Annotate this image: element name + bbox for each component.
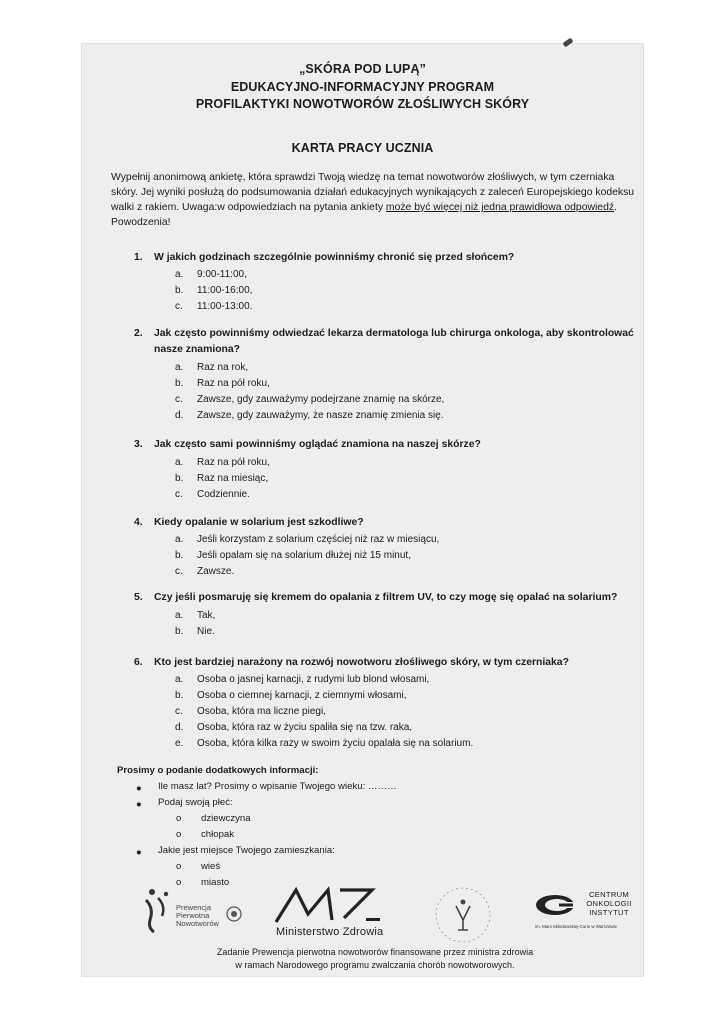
extra-heading: Prosimy o podanie dodatkowych informacji:	[117, 765, 319, 776]
option-text: Osoba, która kilka razy w swoim życiu opalała się na solarium.	[197, 738, 474, 749]
program-name: „SKÓRA POD LUPĄ”	[299, 62, 426, 76]
answer-option-a[interactable]	[175, 267, 247, 282]
footer-line-2: w ramach Narodowego programu zwalczania chorób nowotworowych.	[235, 960, 515, 970]
option-text: Raz na miesiąc,	[197, 473, 269, 484]
answer-option-c[interactable]	[175, 564, 234, 579]
option-letter: b.	[175, 550, 184, 561]
option-letter: a.	[175, 534, 184, 545]
radio-circle-icon[interactable]: o	[176, 877, 182, 888]
question-2	[134, 326, 634, 341]
question-6	[134, 655, 569, 670]
option-letter: c.	[175, 489, 183, 500]
question-number: 5.	[134, 592, 143, 603]
option-text: Raz na rok,	[197, 362, 249, 373]
radio-circle-icon[interactable]: o	[176, 829, 182, 840]
option-letter: a.	[175, 610, 184, 621]
answer-option-b[interactable]	[175, 471, 268, 486]
answer-option-a[interactable]	[175, 672, 429, 687]
option-text: Raz na pół roku,	[197, 378, 270, 389]
centrum-subtitle: im. Marii Skłodowskiej-Curie w Warszawie	[535, 924, 618, 929]
option-letter: c.	[175, 394, 183, 405]
radio-circle-icon[interactable]: o	[176, 813, 182, 824]
option-letter: d.	[175, 722, 184, 733]
centrum-line-3: INSTYTUT	[589, 908, 629, 917]
ministerstwo-text: Ministerstwo Zdrowia	[276, 926, 384, 938]
option-text: 11:00-16:00,	[197, 285, 253, 296]
answer-option-e[interactable]	[175, 736, 473, 751]
option-letter: b.	[175, 473, 184, 484]
intro-paragraph	[111, 170, 641, 230]
question-number: 4.	[134, 517, 143, 528]
prewencja-text-1: Prewencja	[176, 903, 212, 912]
option-letter: d.	[175, 410, 184, 421]
option-letter: a.	[175, 457, 184, 468]
question-1	[134, 250, 514, 265]
option-text: Zawsze, gdy zauważymy, że nasze znamię zmienia się.	[197, 410, 444, 421]
option-letter: b.	[175, 626, 184, 637]
option-text: Zawsze.	[197, 566, 235, 577]
option-text: Jeśli korzystam z solarium częściej niż raz w miesiącu,	[197, 534, 440, 545]
option-text: Tak,	[197, 610, 216, 621]
prewencja-text-2: Pierwotna	[176, 911, 210, 920]
answer-option-d[interactable]	[175, 720, 412, 735]
sex-option-male: chłopak	[201, 829, 235, 840]
option-text: Jeśli opalam się na solarium dłużej niż 15 minut,	[197, 550, 411, 561]
place-option-village: wieś	[201, 861, 221, 872]
answer-option-c[interactable]	[175, 392, 444, 407]
question-text: Kto jest bardziej narażony na rozwój nowotworu złośliwego skóry, w tym czerniaka?	[154, 657, 569, 668]
option-text: 9:00-11:00,	[197, 269, 247, 280]
question-number: 2.	[134, 328, 143, 339]
sex-question: Podaj swoją płeć:	[158, 797, 233, 808]
program-subtitle-2: PROFILAKTYKI NOWOTWORÓW ZŁOŚLIWYCH SKÓRY	[195, 97, 530, 111]
question-text: W jakich godzinach szczególnie powinniśmy chronić się przed słońcem?	[154, 252, 515, 263]
option-letter: b.	[175, 378, 184, 389]
place-question: Jakie jest miejsce Twojego zamieszkania:	[158, 845, 335, 856]
option-text: Osoba o ciemnej karnacji, z ciemnymi włosami,	[197, 690, 407, 701]
option-letter: e.	[175, 738, 184, 749]
question-number: 6.	[134, 657, 143, 668]
prewencja-text-3: Nowotworów	[176, 919, 219, 928]
prewencja-logo	[140, 886, 250, 936]
option-letter: b.	[175, 690, 184, 701]
question-3	[134, 437, 481, 452]
centrum-line-1: CENTRUM	[588, 890, 630, 899]
question-number: 1.	[134, 252, 143, 263]
option-letter: b.	[175, 285, 184, 296]
question-text: Czy jeśli posmaruję się kremem do opalania z filtrem UV, to czy mogę się opalać na solarium?	[154, 592, 618, 603]
footer-line-1: Zadanie Prewencja pierwotna nowotworów finansowane przez ministra zdrowia	[216, 947, 534, 957]
kodeks-walki-z-rakiem-icon	[432, 884, 494, 946]
option-text: Osoba o jasnej karnacji, z rudymi lub blond włosami,	[197, 674, 430, 685]
centrum-onkologii-logo	[535, 890, 645, 935]
answer-option-c[interactable]	[175, 704, 326, 719]
question-5	[134, 590, 617, 605]
bullet-icon: ●	[136, 846, 142, 857]
bullet-icon: ●	[136, 782, 142, 793]
answer-option-a[interactable]	[175, 532, 439, 547]
place-option-city: miasto	[201, 877, 230, 888]
prewencja-figure-icon	[140, 886, 180, 934]
question-text: Jak często sami powinniśmy oglądać znamiona na naszej skórze?	[154, 439, 481, 450]
answer-option-a[interactable]	[175, 455, 270, 470]
program-subtitle-1: EDUKACYJNO-INFORMACYJNY PROGRAM	[230, 80, 495, 94]
answer-option-a[interactable]	[175, 608, 215, 623]
option-text: Codziennie.	[197, 489, 250, 500]
mz-mark-icon	[272, 884, 382, 926]
question-text: Jak często powinniśmy odwiedzać lekarza dermatologa lub chirurga onkologa, aby skontrolować	[154, 328, 634, 339]
answer-option-c[interactable]	[175, 487, 250, 502]
coi-mark-icon	[535, 894, 577, 916]
sun-badge-icon	[226, 906, 242, 922]
answer-option-b[interactable]	[175, 283, 252, 298]
ministerstwo-logo	[272, 884, 402, 944]
option-text: Zawsze, gdy zauważymy podejrzane znamię na skórze,	[197, 394, 445, 405]
answer-option-b[interactable]	[175, 376, 270, 391]
option-text: Osoba, która ma liczne piegi,	[197, 706, 326, 717]
answer-option-a[interactable]	[175, 360, 248, 375]
option-letter: a.	[175, 269, 184, 280]
option-text: Osoba, która raz w życiu spaliła się na tzw. raka,	[197, 722, 413, 733]
option-letter: c.	[175, 566, 183, 577]
bullet-icon: ●	[136, 798, 142, 809]
centrum-line-2: ONKOLOGII	[586, 899, 632, 908]
question-number: 3.	[134, 439, 143, 450]
answer-option-b[interactable]	[175, 688, 407, 703]
answer-option-b[interactable]	[175, 624, 215, 639]
question-4	[134, 515, 364, 530]
answer-option-c[interactable]	[175, 299, 252, 314]
card-title: KARTA PRACY UCZNIA	[291, 141, 434, 155]
answer-option-b[interactable]	[175, 548, 411, 563]
option-letter: a.	[175, 674, 184, 685]
intro-end: . Powodzenia!	[111, 202, 617, 228]
radio-circle-icon[interactable]: o	[176, 861, 182, 872]
option-letter: a.	[175, 362, 184, 373]
intro-underlined: może być więcej niż jedna prawidłowa odpowiedź	[385, 202, 615, 213]
intro-text: Wypełnij anonimową ankietę, która sprawdzi Twoją wiedzę na temat nowotworów złośliwych, w tym czerniaka skóry. Jej wyniki posłużą do podsumowania działań edukacyjnych wynikających z zaleceń Europejskiego kodeksu walki z rakiem. Uwaga:w odpowiedziach na pytania ankiety	[111, 172, 635, 213]
question-text: Kiedy opalanie w solarium jest szkodliwe?	[154, 517, 364, 528]
option-text: Raz na pół roku,	[197, 457, 270, 468]
question-text-continued: nasze znamiona?	[154, 344, 241, 355]
sex-option-female: dziewczyna	[201, 813, 251, 824]
answer-option-d[interactable]	[175, 408, 444, 423]
option-letter: c.	[175, 301, 183, 312]
option-text: Nie.	[197, 626, 215, 637]
age-question[interactable]: Ile masz lat? Prosimy o wpisanie Twojego wieku: ………	[158, 781, 397, 792]
option-text: 11:00-13:00.	[197, 301, 253, 312]
option-letter: c.	[175, 706, 183, 717]
